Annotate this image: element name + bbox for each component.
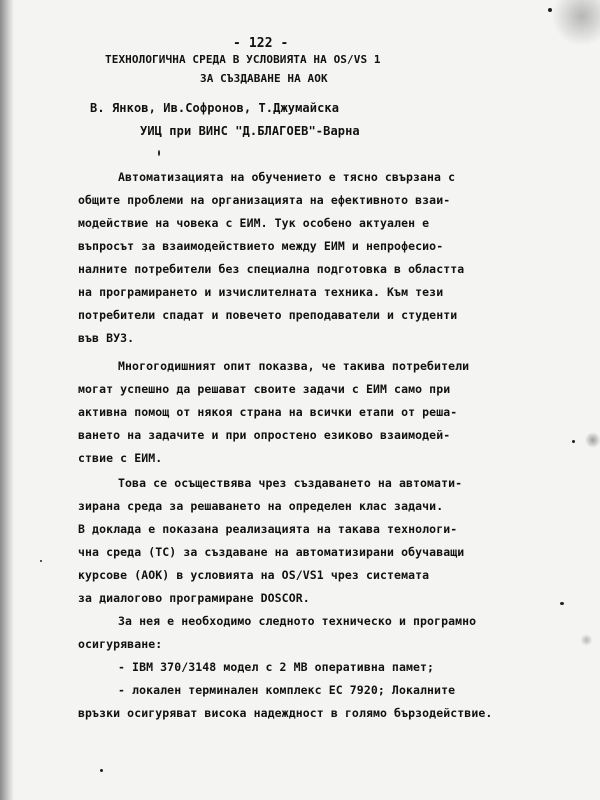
document-title-line-2: ЗА СЪЗДАВАНЕ НА АОК	[200, 72, 328, 85]
scan-noise-right	[510, 0, 600, 800]
paragraph-3-line: чна среда (ТС) за създаване на автоматизирани обучаващи	[78, 545, 465, 559]
list-item-continuation: връзки осигуряват висока надеждност в голямо бързодействие.	[78, 706, 493, 720]
paragraph-3-line: за диалогово програмиране DOSCOR.	[78, 591, 310, 605]
document-title-line-1: ТЕХНОЛОГИЧНА СРЕДА В УСЛОВИЯТА НА OS/VS 1	[105, 53, 381, 66]
page-number: - 122 -	[233, 36, 289, 51]
paragraph-4-line: осигуряване:	[78, 637, 163, 651]
paragraph-2-line: активна помощ от някоя страна на всички етапи от реша-	[78, 405, 458, 419]
paragraph-1-line: модействие на човека с ЕИМ. Тук особено актуален е	[78, 216, 430, 230]
paragraph-2-line: ването на задачите и при опростено езиково взаимодей-	[78, 428, 451, 442]
scan-speck	[572, 440, 575, 443]
scan-speck	[158, 150, 160, 156]
scan-shadow-left	[0, 0, 14, 800]
paragraph-3-line: Това се осъществява чрез създаването на автомати-	[118, 476, 463, 490]
paragraph-2-line: Многогодишният опит показва, че такива потребители	[118, 359, 470, 373]
list-item: - IBM 370/3148 модел с 2 MB оперативна памет;	[118, 660, 435, 674]
paragraph-3-line: В доклада е показана реализацията на такава технологи-	[78, 522, 458, 536]
paragraph-1-line: на програмирането и изчислителната техника. Към тези	[78, 285, 444, 299]
scan-speck	[560, 602, 564, 605]
paragraph-3-line: курсове (АОК) в условията на OS/VS1 чрез системата	[78, 568, 430, 582]
scan-speck	[40, 560, 42, 562]
paragraph-1-line: налните потребители без специална подготовка в областта	[78, 262, 465, 276]
paragraph-2-line: ствие с ЕИМ.	[78, 451, 163, 465]
list-item: - локален терминален комплекс ЕС 7920; Локалните	[118, 683, 456, 697]
paragraph-3-line: зирана среда за решаването на определен клас задачи.	[78, 499, 444, 513]
affiliation-line: УИЦ при ВИНС "Д.БЛАГОЕВ"-Варна	[140, 124, 360, 138]
paragraph-4-line: За нея е необходимо следното техническо и програмно	[118, 614, 477, 628]
paragraph-1-line: въпросът за взаимодействието между ЕИМ и непрофесио-	[78, 239, 444, 253]
authors-line: В. Янков, Ив.Софронов, Т.Джумайска	[90, 101, 340, 115]
paragraph-1-line: във ВУЗ.	[78, 331, 135, 345]
paragraph-1-line: общите проблеми на организацията на ефективното взаи-	[78, 193, 451, 207]
scan-speck	[100, 769, 103, 772]
paragraph-1-line: Автоматизацията на обучението е тясно свързана с	[118, 170, 456, 184]
paragraph-2-line: могат успешно да решават своите задачи с ЕИМ само при	[78, 382, 451, 396]
paragraph-1-line: потребители спадат и повечето преподаватели и студенти	[78, 308, 458, 322]
scan-speck	[548, 8, 552, 12]
